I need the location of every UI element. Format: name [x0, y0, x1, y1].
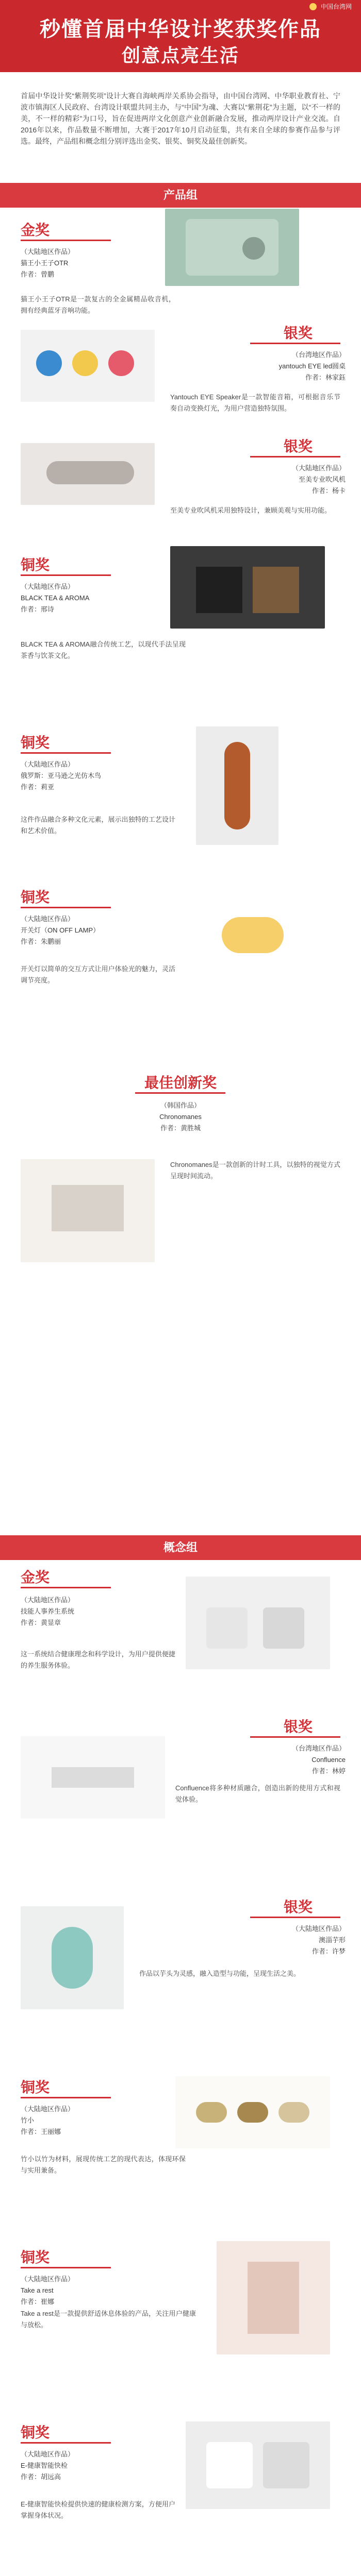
product-gold-label: 金奖	[21, 222, 50, 238]
product-silver2-name: 至美专业吹风机	[298, 476, 346, 483]
concept-silver1-name: Confluence	[311, 1756, 346, 1764]
product-gold-name: 猫王小王子OTR	[21, 259, 69, 267]
section-concept: 概念组	[0, 1535, 361, 1560]
logo-icon	[309, 3, 317, 10]
product-bronze1-image	[170, 546, 325, 629]
concept-bronze2-image	[217, 2241, 330, 2354]
product-innovation-desc: Chronomanes是一款创新的计时工具，以独特的视觉方式呈现时间流动。	[170, 1161, 340, 1180]
product-bronze3-bar	[21, 907, 111, 908]
concept-bronze2-label: 铜奖	[21, 2249, 50, 2265]
product-silver1-bar	[250, 343, 340, 344]
product-bronze3-info	[21, 913, 150, 947]
product-bronze3-category: （大陆地区作品）	[21, 915, 75, 923]
product-bronze1-author: 作者：邢诗	[21, 605, 55, 613]
product-gold-author: 作者：曾鹏	[21, 270, 55, 278]
concept-bronze1-category: （大陆地区作品）	[21, 2105, 75, 2113]
concept-bronze1-desc: 竹小以竹为材料，展现传统工艺的现代表达，体现环保与实用兼备。	[21, 2155, 186, 2174]
product-silver2-bar	[250, 456, 340, 457]
concept-silver2-label: 银奖	[284, 1899, 313, 1915]
concept-gold-author: 作者：黄显章	[21, 1619, 61, 1626]
product-bronze1-info	[21, 581, 150, 615]
product-innovation-name: Chronomanes	[159, 1113, 202, 1121]
product-bronze3-image	[186, 896, 320, 979]
concept-silver2-bar	[250, 1917, 340, 1918]
concept-bronze2-author: 作者：崔娜	[21, 2298, 55, 2306]
product-innovation-author: 作者：黄胜城	[160, 1124, 201, 1132]
concept-gold-desc: 这一系统结合健康理念和科学设计，为用户提供便捷的养生服务体验。	[21, 1650, 175, 1669]
concept-bronze3-image	[186, 2421, 330, 2509]
concept-silver2-category: （大陆地区作品）	[291, 1925, 346, 1933]
concept-bronze1-bar	[21, 2097, 111, 2098]
product-innovation-bar	[135, 1092, 225, 1094]
concept-gold-name: 技能人事养生系统	[21, 1607, 75, 1615]
concept-bronze1-image	[175, 2076, 330, 2148]
product-silver1-category: （台湾地区作品）	[291, 351, 346, 359]
concept-silver1-author: 作者：林婷	[311, 1767, 346, 1775]
concept-bronze2-category: （大陆地区作品）	[21, 2275, 75, 2283]
concept-bronze3-label: 铜奖	[21, 2425, 50, 2441]
product-bronze2-category: （大陆地区作品）	[21, 760, 75, 768]
product-silver1-image	[21, 330, 155, 402]
title-line1: 秒懂首届中华设计奖获奖作品	[40, 18, 321, 41]
product-innovation-image	[21, 1159, 155, 1262]
product-innovation-info	[0, 1100, 361, 1134]
product-silver2-author: 作者：杨卡	[311, 487, 346, 495]
concept-bronze3-category: （大陆地区作品）	[21, 2450, 75, 2458]
logo-text: 中国台湾网	[320, 3, 352, 10]
concept-silver2-desc: 作品以芋头为灵感，融入造型与功能，呈现生活之美。	[139, 1970, 301, 1977]
product-silver2-category: （大陆地区作品）	[291, 464, 346, 472]
product-bronze3-name: 开关灯（ON OFF LAMP）	[21, 926, 100, 934]
concept-bronze2-desc: Take a rest是一款提供舒适休息体验的产品，关注用户健康与放松。	[21, 2310, 196, 2329]
concept-gold-bar	[21, 1587, 111, 1588]
product-silver1-label: 银奖	[284, 325, 313, 341]
product-silver1-info	[242, 349, 346, 383]
product-innovation-category: （韩国作品）	[160, 1101, 201, 1109]
concept-silver2-image	[21, 1906, 124, 2009]
concept-silver1-category: （台湾地区作品）	[291, 1744, 346, 1752]
concept-gold-category: （大陆地区作品）	[21, 1596, 75, 1604]
product-silver1-name: yantouch EYE led圆桌	[278, 362, 346, 370]
product-bronze2-bar	[21, 752, 111, 754]
product-bronze1-label: 铜奖	[21, 557, 50, 573]
product-silver2-label: 银奖	[284, 438, 313, 454]
product-bronze1-bar	[21, 574, 111, 576]
product-silver2-desc: 至美专业吹风机采用独特设计，兼顾美观与实用功能。	[170, 506, 332, 514]
concept-silver1-desc: Confluence将多种材质融合，创造出新的使用方式和视觉体验。	[175, 1784, 340, 1803]
product-bronze2-image	[196, 726, 278, 845]
concept-bronze2-bar	[21, 2267, 111, 2268]
product-bronze3-author: 作者：朱鹏丽	[21, 938, 61, 945]
product-bronze2-label: 铜奖	[21, 735, 50, 751]
product-bronze2-author: 作者：莉亚	[21, 783, 55, 791]
product-silver2-image	[21, 443, 155, 505]
concept-bronze1-author: 作者：王丽娜	[21, 2128, 61, 2136]
header	[0, 0, 361, 72]
concept-bronze3-desc: E-健康智能快检提供快速的健康检测方案，方便用户掌握身体状况。	[21, 2500, 175, 2519]
concept-bronze3-bar	[21, 2442, 111, 2444]
concept-bronze2-info	[21, 2274, 155, 2308]
intro-text: 首届中华设计奖“紫荆奖项”设计大赛自海峡两岸关系协会指导，由中国台湾网、中华职业教育社、宁波市镇海区人民政府、台湾设计联盟共同主办，与“中国”为魂、大赛以“紫荆花”为主题，以“不一样的美，不一样的精彩”为口号，旨在促进两岸文化创意产业创新融合发展，推动两岸设计产业交流。自2016年以来，作品数量不断增加，大赛于2017年10月启动征集，共有来自全球的参赛作品参与评选。最终，产品组和概念组分别评选出金奖、银奖、铜奖及最佳创新奖。	[21, 92, 340, 145]
product-gold-category: （大陆地区作品）	[21, 248, 75, 256]
concept-bronze3-author: 作者：胡远高	[21, 2473, 61, 2481]
product-bronze2-desc: 这件作品融合多种文化元素，展示出独特的工艺设计和艺术价值。	[21, 816, 175, 835]
concept-silver1-info	[242, 1743, 346, 1777]
concept-gold-image	[186, 1577, 330, 1669]
product-bronze1-desc: BLACK TEA & AROMA融合传统工艺，以现代手法呈现茶香与饮茶文化。	[21, 640, 186, 659]
concept-bronze2-name: Take a rest	[21, 2286, 54, 2294]
product-silver2-info	[242, 463, 346, 497]
concept-silver2-info	[242, 1923, 346, 1957]
concept-gold-label: 金奖	[21, 1569, 50, 1585]
concept-bronze3-name: E-健康智能快检	[21, 2462, 68, 2469]
product-silver1-desc: Yantouch EYE Speaker是一款智能音箱，可根据音乐节奏自动变换灯光，为用户营造独特氛围。	[170, 393, 340, 412]
title-line2: 创意点亮生活	[121, 45, 239, 66]
product-gold-info	[21, 246, 134, 280]
product-gold-bar	[21, 240, 111, 241]
concept-bronze1-label: 铜奖	[21, 2079, 50, 2095]
product-bronze1-category: （大陆地区作品）	[21, 583, 75, 590]
product-bronze3-desc: 开关灯以简单的交互方式让用户体验光的魅力，灵活调节亮度。	[21, 965, 175, 984]
section-product: 产品组	[0, 183, 361, 208]
concept-bronze3-info	[21, 2449, 155, 2483]
product-bronze1-name: BLACK TEA & AROMA	[21, 594, 90, 602]
product-gold-image	[165, 209, 299, 286]
concept-bronze1-info	[21, 2104, 155, 2138]
product-gold-desc: 猫王小王子OTR是一款复古的全金属精品收音机，拥有经典蓝牙音响功能。	[21, 295, 175, 314]
product-bronze3-label: 铜奖	[21, 889, 50, 905]
product-innovation-label: 最佳创新奖	[144, 1075, 217, 1091]
concept-silver1-image	[21, 1736, 165, 1819]
header-logo	[309, 2, 352, 11]
concept-gold-info	[21, 1595, 155, 1629]
concept-silver1-label: 银奖	[284, 1719, 313, 1735]
concept-silver1-bar	[250, 1736, 340, 1738]
concept-silver2-name: 澳淄芋形	[318, 1936, 346, 1944]
concept-bronze1-name: 竹小	[21, 2116, 35, 2124]
product-silver1-author: 作者：林家鈺	[305, 374, 346, 381]
product-bronze2-info	[21, 759, 150, 793]
product-bronze2-name: 俄罗斯：亚马逊之光仿木鸟	[21, 772, 102, 779]
concept-silver2-author: 作者：许梦	[311, 1947, 346, 1955]
